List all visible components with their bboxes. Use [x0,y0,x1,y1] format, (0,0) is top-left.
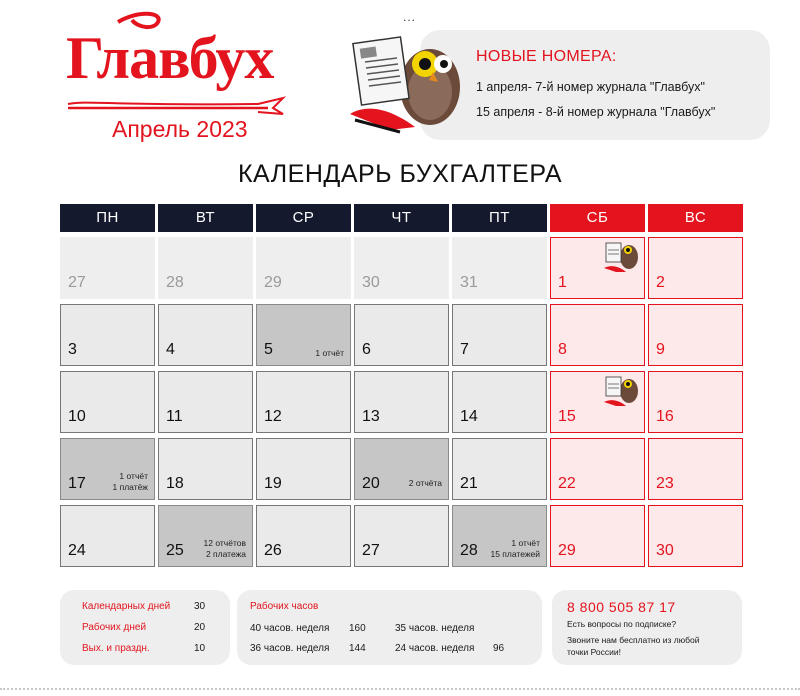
month-title: Апрель 2023 [112,116,248,142]
day-header-fri: ПТ [452,204,547,232]
working-hours-panel [237,590,542,665]
day-number: 17 [68,475,86,492]
day-number: 25 [166,542,184,559]
day-number: 26 [264,542,282,559]
day-number: 7 [460,341,469,358]
calendar-days-label: Календарных дней [82,601,171,612]
day-cell[interactable] [452,371,547,433]
day-number: 29 [264,274,282,291]
contact-line-2: Звоните нам бесплатно из любой [567,635,700,645]
day-cell[interactable] [550,438,645,500]
day-cell[interactable] [452,438,547,500]
day-cell[interactable] [354,371,449,433]
day-header-sat: СБ [550,204,645,232]
calendar-title: КАЛЕНДАРЬ БУХГАЛТЕРА [237,160,563,188]
day-number: 6 [362,341,371,358]
hours-35-label: 35 часов. неделя [395,623,475,634]
deadline-note: 2 отчёта [408,477,442,488]
day-cell[interactable] [158,438,253,500]
deadline-note: 1 отчёт [315,347,344,358]
day-number: 30 [656,542,674,559]
day-number: 12 [264,408,282,425]
day-number: 28 [166,274,184,291]
contact-panel [552,590,742,665]
day-number: 15 [558,408,576,425]
bottom-divider [0,688,800,690]
day-cell[interactable] [452,505,547,567]
new-issues-panel [420,30,770,140]
day-number: 9 [656,341,665,358]
day-number: 19 [264,475,282,492]
day-cell[interactable] [158,237,253,299]
day-cell[interactable] [354,505,449,567]
day-cell[interactable] [158,304,253,366]
day-cell[interactable] [648,304,743,366]
day-header-thu: ЧТ [354,204,449,232]
day-cell[interactable] [550,505,645,567]
hours-36-value: 144 [349,643,366,654]
day-cell[interactable] [354,304,449,366]
logo-wordmark: Главбух [66,25,274,91]
holidays-value: 10 [194,643,206,654]
new-issues-title: НОВЫЕ НОМЕРА: [476,48,617,65]
day-number: 30 [362,274,380,291]
day-cell[interactable] [256,371,351,433]
day-number: 5 [264,341,273,358]
working-days-label: Рабочих дней [82,622,147,633]
hours-36-label: 36 часов. неделя [250,643,330,654]
more-dots: ... [403,10,417,24]
day-number: 29 [558,542,576,559]
day-cell[interactable] [648,505,743,567]
day-cell[interactable] [452,304,547,366]
day-cell[interactable] [158,371,253,433]
day-number: 23 [656,475,674,492]
glavbukh-logo [58,8,293,148]
hours-40-value: 160 [349,623,366,634]
deadline-note: 12 отчётов 2 платежа [203,537,246,559]
contact-question: Есть вопросы по подписке? [567,619,677,629]
hours-40-label: 40 часов. неделя [250,623,330,634]
day-number: 18 [166,475,184,492]
day-cell[interactable] [452,237,547,299]
holidays-label: Вых. и праздн. [82,643,150,654]
day-cell[interactable] [60,371,155,433]
owl-newspaper-icon [345,32,470,137]
day-cell[interactable] [648,371,743,433]
day-header-mon: ПН [60,204,155,232]
day-number: 4 [166,341,175,358]
new-issue-line-1: 1 апреля- 7-й номер журнала "Главбух" [476,80,705,94]
day-cell[interactable] [648,438,743,500]
day-cell[interactable] [158,505,253,567]
day-number: 8 [558,341,567,358]
day-number: 2 [656,274,665,291]
working-hours-title: Рабочих часов [250,601,319,612]
day-number: 22 [558,475,576,492]
day-cell[interactable] [256,237,351,299]
day-number: 13 [362,408,380,425]
day-number: 27 [68,274,86,291]
day-number: 10 [68,408,86,425]
day-number: 27 [362,542,380,559]
phone-number[interactable]: 8 800 505 87 17 [567,599,676,615]
day-cell[interactable] [60,237,155,299]
deadline-note: 1 отчёт 1 платёж [112,470,148,492]
day-cell[interactable] [256,505,351,567]
day-number: 20 [362,475,380,492]
day-cell[interactable] [550,371,645,433]
day-number: 31 [460,274,478,291]
day-cell[interactable] [60,304,155,366]
day-number: 3 [68,341,77,358]
hours-24-value: 96 [493,643,505,654]
day-number: 14 [460,408,478,425]
day-header-tue: ВТ [158,204,253,232]
day-cell[interactable] [550,304,645,366]
deadline-note: 1 отчёт 15 платежей [490,537,540,559]
day-cell[interactable] [256,438,351,500]
day-header-wed: СР [256,204,351,232]
day-count-panel [60,590,230,665]
day-header-sun: ВС [648,204,743,232]
working-days-value: 20 [194,622,206,633]
day-number: 24 [68,542,86,559]
day-number: 1 [558,274,567,291]
contact-line-3: точки России! [567,647,621,657]
day-cell[interactable] [648,237,743,299]
hours-24-label: 24 часов. неделя [395,643,475,654]
day-number: 28 [460,542,478,559]
day-number: 16 [656,408,674,425]
day-cell[interactable] [550,237,645,299]
day-number: 11 [166,408,183,425]
day-cell[interactable] [354,237,449,299]
owl-newspaper-icon [602,374,640,408]
day-cell[interactable] [354,438,449,500]
day-cell[interactable] [256,304,351,366]
new-issue-line-2: 15 апреля - 8-й номер журнала "Главбух" [476,105,716,119]
owl-newspaper-icon [602,240,640,274]
day-cell[interactable] [60,438,155,500]
calendar-days-value: 30 [194,601,206,612]
day-number: 21 [460,475,478,492]
day-cell[interactable] [60,505,155,567]
